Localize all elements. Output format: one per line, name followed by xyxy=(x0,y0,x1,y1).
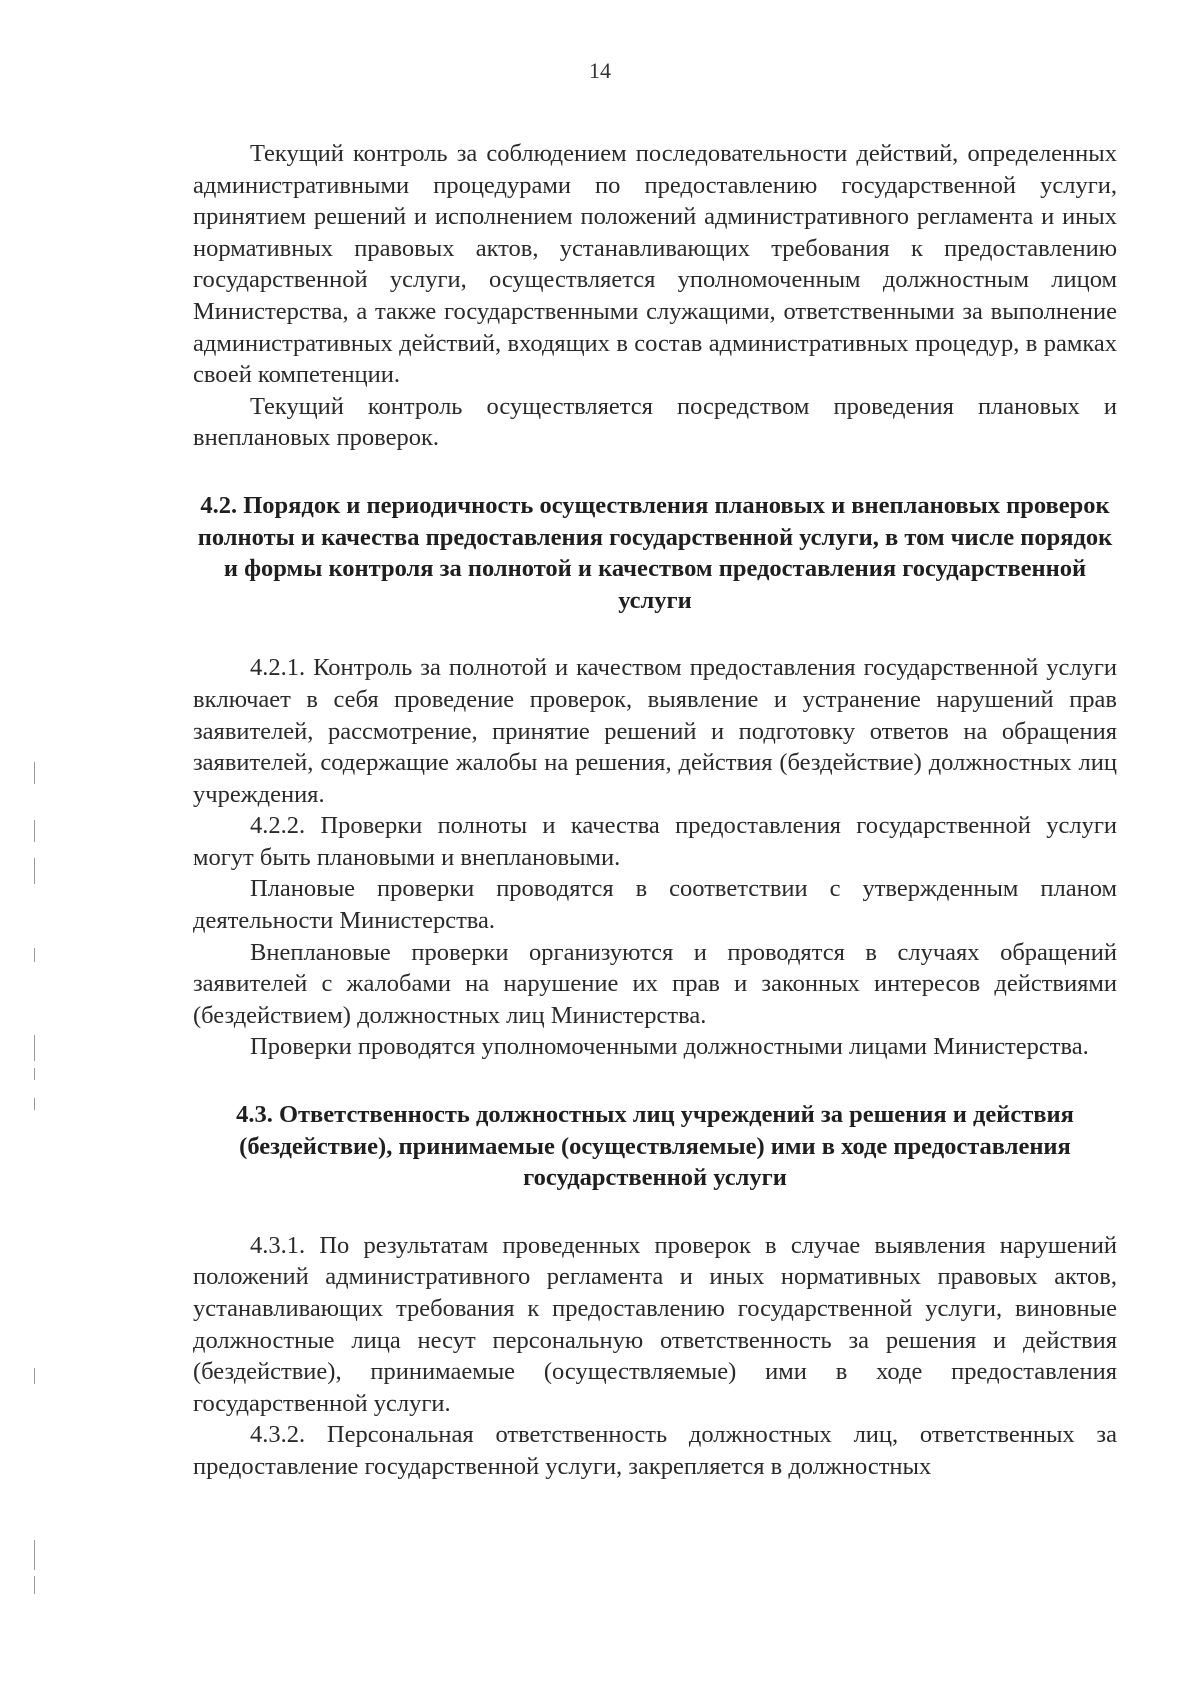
paragraph: 4.3.1. По результатам проведенных проверок в случае выявления нарушений положений административного регламента и иных нормативных правовых актов, устанавливающих требования к предоставлению государственной услуги, виновные должностные лица несут персональную ответственность за решения и действия (бездействие), принимаемые (осуществляемые) ими в ходе предоставления государственной услуги. xyxy=(193,1231,1117,1417)
scan-mark xyxy=(34,1368,35,1384)
paragraph: Плановые проверки проводятся в соответствии с утвержденным планом деятельности Министерства. xyxy=(193,875,1117,935)
paragraph: 4.2.2. Проверки полноты и качества предоставления государственной услуги могут быть плановыми и внеплановыми. xyxy=(193,812,1117,871)
scan-mark xyxy=(34,820,35,842)
paragraph: Текущий контроль за соблюдением последовательности действий, определенных административными процедурами по предоставлению государственной услуги, принятием решений и исполнением положений административного регламента и иных нормативных правовых актов, устанавливающих требования к предоставлению государственной услуги, осуществляется уполномоченным должностным лицом Министерства, а также государственными служащими, ответственными за выполнение административных действий, входящих в состав административных процедур, в рамках своей компетенции. xyxy=(193,140,1117,389)
scan-mark xyxy=(34,858,35,884)
scan-mark xyxy=(34,948,35,962)
section-heading-4-2: 4.2. Порядок и периодичность осуществления плановых и внеплановых проверок полноты и качества предоставления государственной услуги, в том числе порядок и формы контроля за полнотой и качеством предоставления государственной услуги xyxy=(197,491,1113,614)
paragraph: 4.3.2. Персональная ответственность должностных лиц, ответственных за предоставление государственной услуги, закрепляется в должностных xyxy=(193,1421,1117,1480)
section-heading-4-3: 4.3. Ответственность должностных лиц учреждений за решения и действия (бездействие), принимаемые (осуществляемые) ими в ходе предоставления государственной услуги xyxy=(236,1101,1074,1192)
paragraph: Проверки проводятся уполномоченными должностными лицами Министерства. xyxy=(250,1033,1089,1061)
scan-mark xyxy=(34,1068,35,1080)
paragraph: Внеплановые проверки организуются и проводятся в случаях обращений заявителей с жалобами на нарушение их прав и законных интересов действиями (бездействием) должностных лиц Министерства. xyxy=(193,938,1117,1029)
page-number: 14 xyxy=(589,58,611,83)
scan-mark xyxy=(34,1098,35,1110)
paragraph: Текущий контроль осуществляется посредством проведения плановых и внеплановых проверок. xyxy=(193,392,1117,452)
scan-mark xyxy=(34,1576,35,1594)
scan-mark xyxy=(34,762,35,784)
scan-mark xyxy=(34,1540,35,1570)
scan-margin-marks xyxy=(34,0,38,1696)
document-body xyxy=(193,138,1117,1483)
scan-mark xyxy=(34,1035,35,1061)
paragraph: 4.2.1. Контроль за полнотой и качеством предоставления государственной услуги включает в себя проведение проверок, выявление и устранение нарушений прав заявителей, рассмотрение, принятие решений и подготовку ответов на обращения заявителей, содержащие жалобы на решения, действия (бездействие) должностных лиц учреждения. xyxy=(193,654,1117,808)
